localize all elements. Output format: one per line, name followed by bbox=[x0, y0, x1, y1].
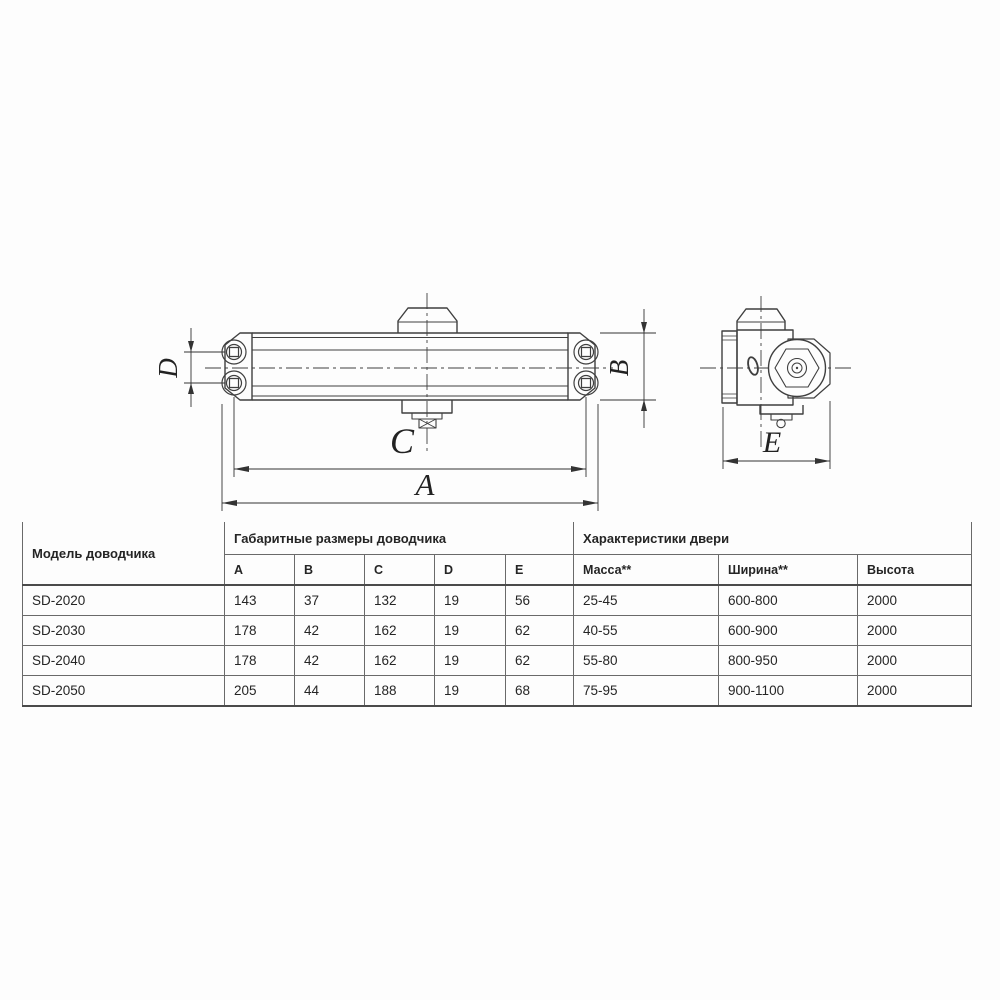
dim-e-cell: 68 bbox=[506, 676, 574, 707]
dim-b-cell: 42 bbox=[295, 616, 365, 646]
dim-d-cell: 19 bbox=[435, 676, 506, 707]
table-row-sd2030 bbox=[23, 616, 972, 646]
dim-c-cell: 162 bbox=[365, 646, 435, 676]
dim-e-cell: 56 bbox=[506, 585, 574, 616]
height-cell: 2000 bbox=[858, 616, 972, 646]
mounting-plate bbox=[722, 331, 737, 403]
dim-e-cell: 62 bbox=[506, 646, 574, 676]
col-header-B: B bbox=[295, 555, 365, 586]
dimensions-group-header: Габаритные размеры доводчика bbox=[225, 522, 574, 555]
model-cell: SD-2020 bbox=[23, 585, 225, 616]
height-cell: 2000 bbox=[858, 676, 972, 707]
col-header-width: Ширина** bbox=[719, 555, 858, 586]
dim-b-cell: 42 bbox=[295, 646, 365, 676]
height-cell: 2000 bbox=[858, 646, 972, 676]
dim-a-cell: 143 bbox=[225, 585, 295, 616]
closer-body bbox=[252, 333, 568, 400]
table-row-sd2040 bbox=[23, 646, 972, 676]
col-header-height: Высота bbox=[858, 555, 972, 586]
adjustment-knob bbox=[769, 340, 826, 397]
width-cell: 600-800 bbox=[719, 585, 858, 616]
height-cell: 2000 bbox=[858, 585, 972, 616]
side-pinion bbox=[760, 405, 803, 428]
spec-table-container bbox=[22, 522, 972, 707]
dim-label-B: B bbox=[604, 359, 634, 377]
mounting-screws bbox=[222, 340, 598, 395]
right-end-cap bbox=[568, 333, 595, 400]
dim-a-cell: 205 bbox=[225, 676, 295, 707]
dimension-D bbox=[184, 328, 225, 407]
width-cell: 900-1100 bbox=[719, 676, 858, 707]
dim-a-cell: 178 bbox=[225, 646, 295, 676]
col-header-D: D bbox=[435, 555, 506, 586]
dim-d-cell: 19 bbox=[435, 585, 506, 616]
table-row-sd2020 bbox=[23, 585, 972, 616]
model-column-header: Модель доводчика bbox=[23, 522, 225, 585]
mass-cell: 55-80 bbox=[574, 646, 719, 676]
model-cell: SD-2040 bbox=[23, 646, 225, 676]
dim-label-E: E bbox=[762, 426, 782, 459]
model-cell: SD-2030 bbox=[23, 616, 225, 646]
col-header-E: E bbox=[506, 555, 574, 586]
dim-c-cell: 162 bbox=[365, 616, 435, 646]
left-end-cap bbox=[225, 333, 252, 400]
dim-b-cell: 37 bbox=[295, 585, 365, 616]
table-group-header-row bbox=[23, 522, 972, 555]
dimensions-front bbox=[153, 309, 656, 511]
mass-cell: 75-95 bbox=[574, 676, 719, 707]
width-cell: 600-900 bbox=[719, 616, 858, 646]
dim-label-A: A bbox=[415, 467, 435, 502]
door-group-header: Характеристики двери bbox=[574, 522, 972, 555]
dim-d-cell: 19 bbox=[435, 616, 506, 646]
dim-a-cell: 178 bbox=[225, 616, 295, 646]
col-header-A: A bbox=[225, 555, 295, 586]
dim-e-cell: 62 bbox=[506, 616, 574, 646]
mass-cell: 40-55 bbox=[574, 616, 719, 646]
mass-cell: 25-45 bbox=[574, 585, 719, 616]
model-cell: SD-2050 bbox=[23, 676, 225, 707]
spec-table bbox=[22, 522, 972, 707]
dim-label-C: C bbox=[389, 421, 415, 461]
table-row-sd2050 bbox=[23, 676, 972, 707]
width-cell: 800-950 bbox=[719, 646, 858, 676]
dim-c-cell: 132 bbox=[365, 585, 435, 616]
dim-label-D: D bbox=[153, 358, 183, 378]
col-header-mass: Масса** bbox=[574, 555, 719, 586]
col-header-C: C bbox=[365, 555, 435, 586]
dim-b-cell: 44 bbox=[295, 676, 365, 707]
dim-c-cell: 188 bbox=[365, 676, 435, 707]
dim-d-cell: 19 bbox=[435, 646, 506, 676]
top-cap bbox=[398, 308, 457, 333]
valve-screw bbox=[746, 356, 759, 376]
